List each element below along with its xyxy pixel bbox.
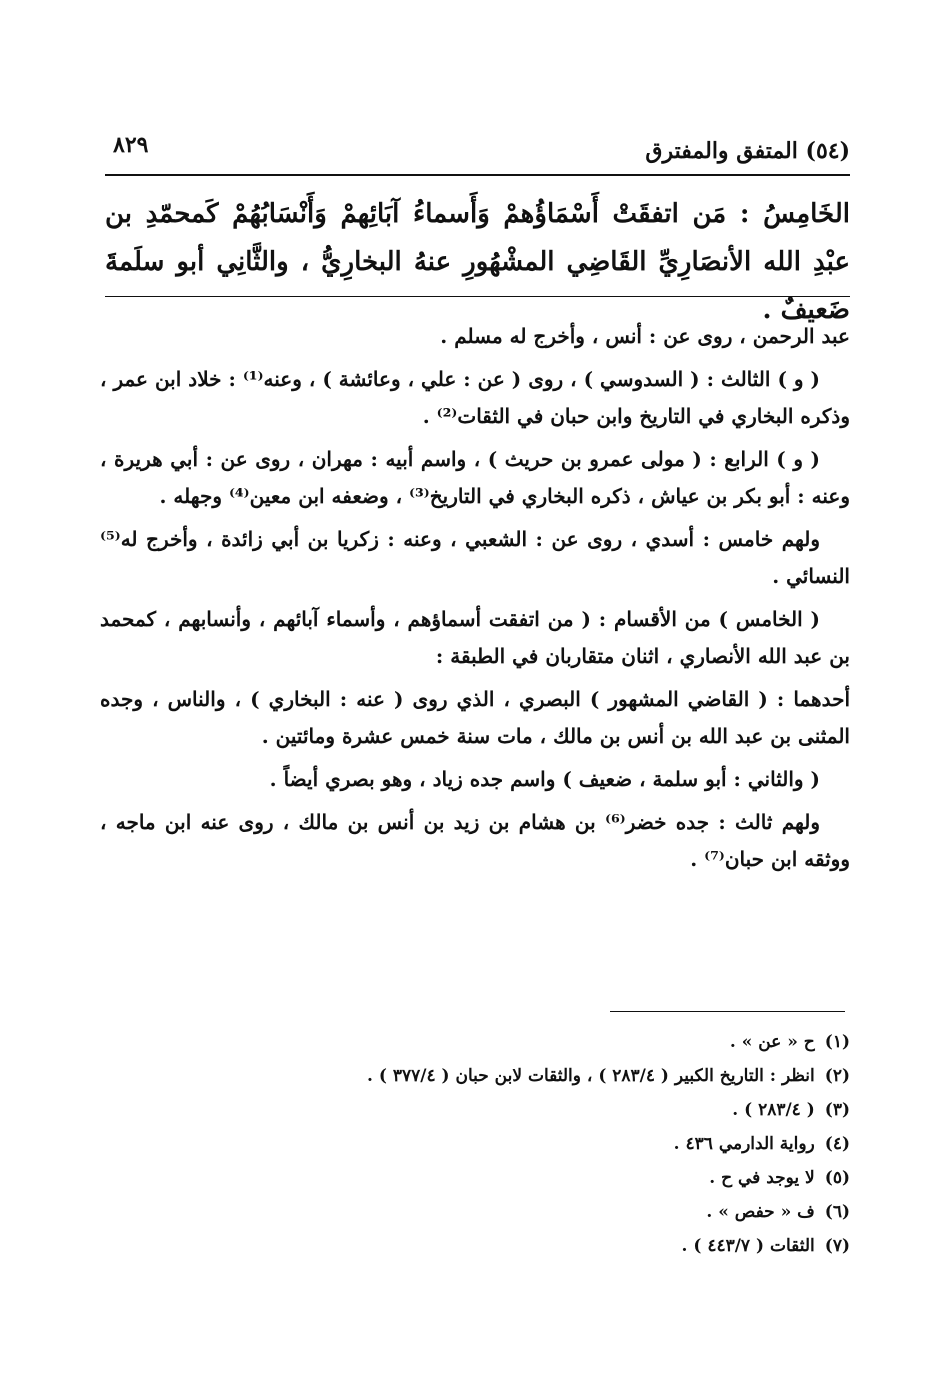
footnote-text: ح « عن » . <box>729 1032 815 1052</box>
footnote <box>160 1195 850 1229</box>
commentary-paragraph: أحدهما : ( القاضي المشهور ) البصري ، الذي روى ( عنه : البخاري ) ، والناس ، وجده المثنى بن عبد الله بن أنس بن مالك ، مات سنة خمس عشرة ومائتين . <box>100 687 850 748</box>
header-divider <box>105 174 850 176</box>
footnote-text: ( ٢٨٣/٤ ) . <box>732 1100 815 1120</box>
footnote-number: (٤) <box>824 1134 850 1154</box>
footnote-number: (٢) <box>824 1066 850 1086</box>
footnote-text: ف « حفص » . <box>706 1202 815 1222</box>
footnote-text: الثقات ( ٤٤٣/٧ ) . <box>681 1236 815 1256</box>
footnote-number: (٦) <box>824 1202 850 1222</box>
footnote <box>160 1161 850 1195</box>
footnote-number: (٣) <box>824 1100 850 1120</box>
commentary-paragraph: ( والثاني : أبو سلمة ، ضعيف ) واسم جده زياد ، وهو بصري أيضاً . <box>269 767 820 791</box>
footnotes-list <box>160 1025 850 1263</box>
footnote <box>160 1127 850 1161</box>
page-header <box>105 130 850 176</box>
chapter-title: (٥٤) المتفق والمفترق <box>645 138 850 164</box>
footnote-number: (٧) <box>824 1236 850 1256</box>
footnote <box>160 1059 850 1093</box>
footnote-text: لا يوجد في ح . <box>709 1168 815 1188</box>
commentary <box>100 318 850 884</box>
footnote-number: (١) <box>824 1032 850 1052</box>
footnote-number: (٥) <box>824 1168 850 1188</box>
commentary-paragraph: ولهم خامس : أسدي ، روى عن : الشعبي ، وعنه : زكريا بن أبي زائدة ، وأخرج له⁽⁵⁾ النسائي . <box>100 527 850 588</box>
commentary-paragraph: عبد الرحمن ، روى عن : أنس ، وأخرج له مسلم . <box>440 324 850 348</box>
footnote-text: انظر : التاريخ الكبير ( ٢٨٣/٤ ) ، والثقات لابن حبان ( ٣٧٧/٤ ) . <box>367 1066 815 1086</box>
commentary-paragraph: ( و ) الثالث : ( السدوسي ) ، روى ( عن : علي ، وعائشة ) ، وعنه⁽¹⁾ : خلاد ابن عمر ، وذكره البخاري في التاريخ وابن حبان في الثقات⁽²⁾ . <box>100 367 850 428</box>
footnote <box>160 1025 850 1059</box>
footnote <box>160 1229 850 1263</box>
matn-text: الخَامِسُ : مَن اتفقَتْ أَسْمَاؤُهمْ وَأَسماءُ آبَائِهمْ وَأَنْسَابُهُمْ كَمحمّدِ بن عبْدِ الله الأنصَارِيِّ القَاضِي المشْهُورِ عنهُ البخارِيُّ ، والثَّانِي أبو سلَمةَ ضَعيفٌ . <box>105 199 850 325</box>
footnote-text: رواية الدارمي ٤٣٦ . <box>673 1134 815 1154</box>
footnotes-divider <box>610 1011 845 1012</box>
commentary-paragraph: ( و ) الرابع : ( مولى عمرو بن حريث ) ، واسم أبيه : مهران ، روى عن : أبي هريرة ، وعنه : أبو بكر بن عياش ، ذكره البخاري في التاريخ⁽³⁾ ، وضعفه ابن معين⁽⁴⁾ وجهله . <box>100 447 850 508</box>
page-number: ٨٢٩ <box>113 132 149 158</box>
commentary-paragraph: ( الخامس ) من الأقسام : ( من اتفقت أسماؤهم ، وأسماء آبائهم ، وأنسابهم ، كمحمد بن عبد الله الأنصاري ، اثنان متقاربان في الطبقة : <box>100 607 850 668</box>
footnote <box>160 1093 850 1127</box>
matn-divider <box>105 296 850 297</box>
commentary-paragraph: ولهم ثالث : جده خضر⁽⁶⁾ بن هشام بن زيد بن أنس بن مالك ، روى عنه ابن ماجه ، ووثقه ابن حبان⁽⁷⁾ . <box>100 810 850 871</box>
